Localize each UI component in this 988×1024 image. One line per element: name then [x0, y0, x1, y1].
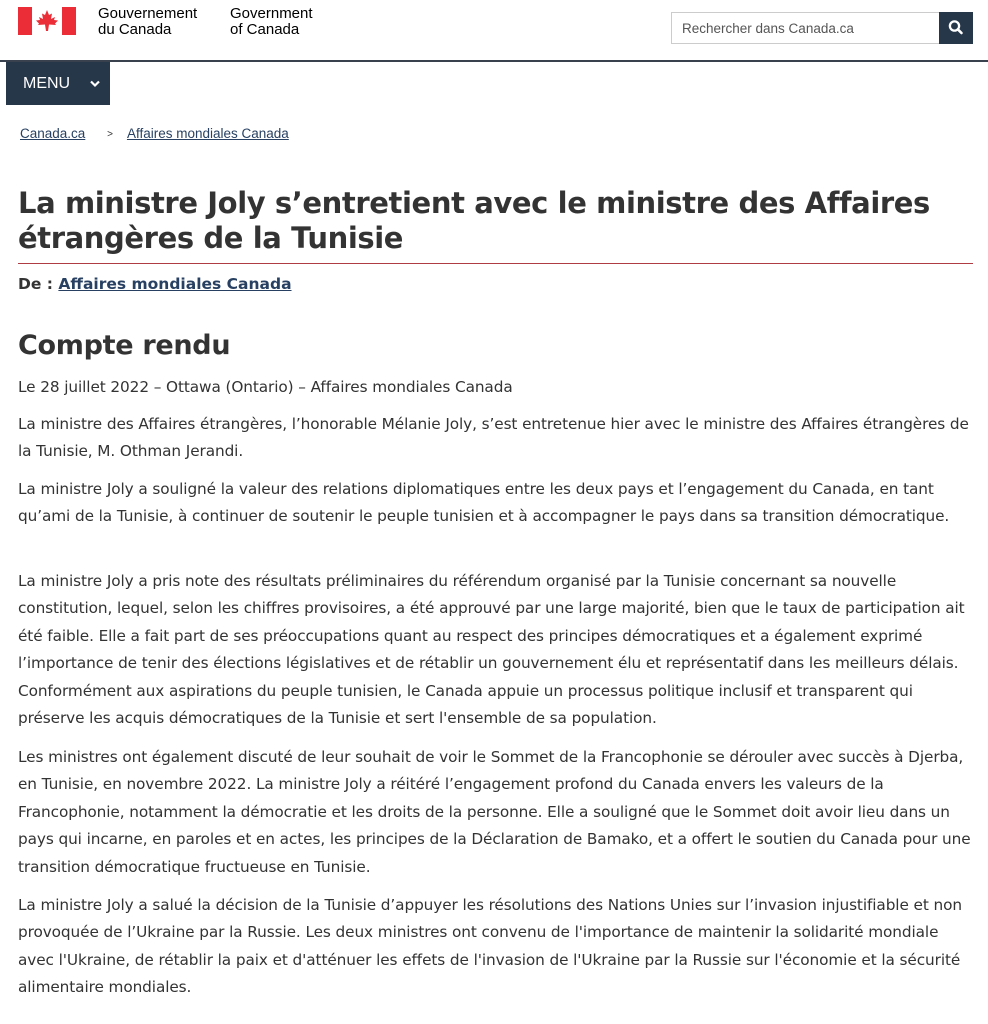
site-header: [0, 0, 988, 62]
paragraph: La ministre Joly a salué la décision de la Tunisie d’appuyer les résolutions des Nations Unies sur l’invasion injustifiable et non provoquée de l’Ukraine par la Russie. Les deux ministres ont convenu de l'importance de maintenir la solidarité mondiale avec l'Ukraine, de rétablir la paix et d'atténuer les effets de l'invasion de l'Ukraine par la Russie sur l'économie et la sécurité alimentaire mondiales.: [18, 896, 962, 997]
page-title: La ministre Joly s’entretient avec le ministre des Affaires étrangères de la Tunisie: [18, 186, 973, 264]
signature-en-line1: Government: [230, 5, 313, 22]
paragraph: La ministre Joly a souligné la valeur des relations diplomatiques entre les deux pays et l’engagement du Canada, en tant qu’ami de la Tunisie, à continuer de soutenir le peuple tunisien et à accompagner le pays dans sa transition démocratique.: [18, 480, 950, 526]
signature-en-line2: of Canada: [230, 21, 300, 38]
breadcrumb-separator: >: [107, 129, 113, 140]
search-button[interactable]: [939, 12, 973, 44]
signature-english[interactable]: [230, 6, 313, 38]
signature-fr-line2: du Canada: [98, 21, 172, 38]
breadcrumb-link-gac[interactable]: Affaires mondiales Canada: [126, 126, 289, 141]
from-label: De :: [18, 275, 53, 293]
paragraph: Les ministres ont également discuté de leur souhait de voir le Sommet de la Francophonie se dérouler avec succès à Djerba, en Tunisie, en novembre 2022. La ministre Joly a réitéré l’engagement profond du Canada envers les valeurs de la Francophonie, notamment la démocratie et les droits de la personne. Elle a souligné que le Sommet doit avoir lieu dans un pays qui incarne, en paroles et en actes, les principes de la Déclaration de Bamako, et a offert le soutien du Canada pour une transition démocratique fructueuse en Tunisie.: [18, 748, 971, 876]
section-heading: Compte rendu: [18, 330, 231, 361]
breadcrumb-link-canada[interactable]: Canada.ca: [20, 126, 86, 141]
dateline: Le 28 juillet 2022 – Ottawa (Ontario) – Affaires mondiales Canada: [18, 378, 513, 396]
article-source: [18, 275, 292, 293]
paragraph: La ministre des Affaires étrangères, l’honorable Mélanie Joly, s’est entretenue hier avec le ministre des Affaires étrangères de la Tunisie, M. Othman Jerandi.: [18, 415, 969, 461]
breadcrumb: [20, 126, 289, 141]
menu-label: MENU: [23, 75, 71, 92]
search-icon: [939, 12, 973, 44]
canada-flag-icon[interactable]: [18, 7, 76, 35]
from-link[interactable]: Affaires mondiales Canada: [58, 275, 292, 293]
signature-french[interactable]: [98, 6, 197, 38]
search-input[interactable]: [671, 12, 939, 44]
signature-fr-line1: Gouvernement: [98, 5, 198, 22]
paragraph: La ministre Joly a pris note des résultats préliminaires du référendum organisé par la Tunisie concernant sa nouvelle constitution, lequel, selon les chiffres provisoires, a été approuvé par une large majorité, bien que le taux de participation ait été faible. Elle a fait part de ses préoccupations quant au respect des principes démocratiques et a également exprimé l’importance de tenir des élections législatives et de rétablir un gouvernement élu et représentatif dans les meilleurs délais. Conformément aux aspirations du peuple tunisien, le Canada appuie un processus politique inclusif et transparent qui préserve les acquis démocratiques de la Tunisie et sert l'ensemble de sa population.: [18, 572, 965, 728]
chevron-down-icon: [89, 79, 101, 89]
menu-button[interactable]: [6, 62, 110, 105]
